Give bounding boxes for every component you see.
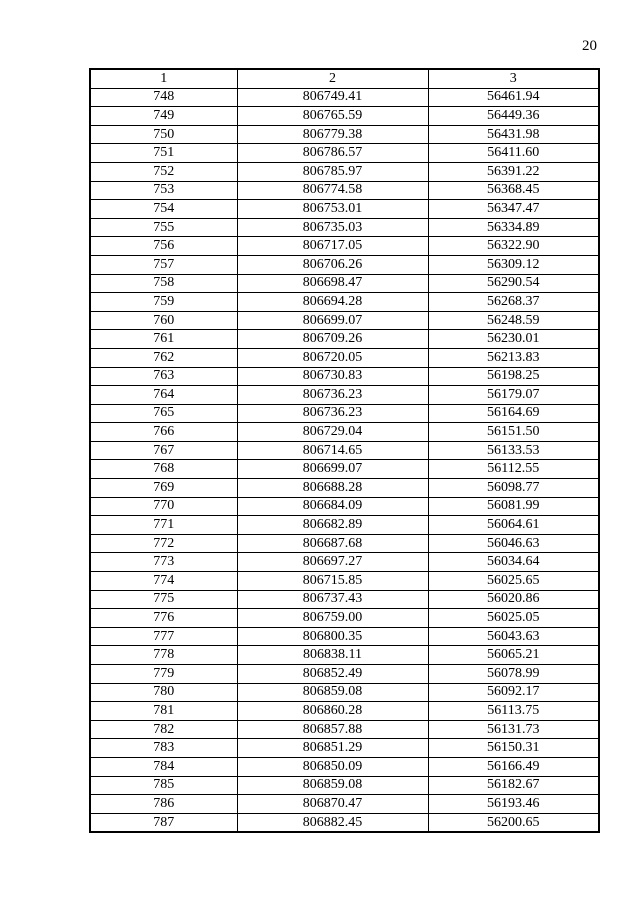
cell-coordinate-x: 806736.23	[237, 404, 428, 423]
cell-point-number: 756	[90, 237, 237, 256]
cell-coordinate-x: 806729.04	[237, 423, 428, 442]
cell-coordinate-y: 56166.49	[428, 757, 599, 776]
page-number: 20	[582, 38, 597, 54]
cell-coordinate-x: 806736.23	[237, 386, 428, 405]
cell-point-number: 757	[90, 255, 237, 274]
table-row	[90, 739, 599, 758]
cell-point-number: 779	[90, 665, 237, 684]
cell-coordinate-y: 56098.77	[428, 479, 599, 498]
cell-point-number: 772	[90, 534, 237, 553]
cell-coordinate-y: 56334.89	[428, 218, 599, 237]
table-row	[90, 516, 599, 535]
cell-coordinate-y: 56065.21	[428, 646, 599, 665]
cell-point-number: 761	[90, 330, 237, 349]
cell-point-number: 783	[90, 739, 237, 758]
table-row	[90, 181, 599, 200]
table-row	[90, 795, 599, 814]
cell-coordinate-x: 806699.07	[237, 460, 428, 479]
cell-coordinate-x: 806785.97	[237, 162, 428, 181]
cell-coordinate-x: 806682.89	[237, 516, 428, 535]
coordinates-table	[89, 68, 600, 833]
cell-coordinate-y: 56193.46	[428, 795, 599, 814]
cell-point-number: 777	[90, 627, 237, 646]
cell-coordinate-x: 806749.41	[237, 88, 428, 107]
cell-point-number: 749	[90, 107, 237, 126]
cell-coordinate-y: 56347.47	[428, 200, 599, 219]
cell-coordinate-y: 56248.59	[428, 311, 599, 330]
table-row	[90, 255, 599, 274]
cell-coordinate-y: 56112.55	[428, 460, 599, 479]
cell-point-number: 755	[90, 218, 237, 237]
cell-point-number: 784	[90, 757, 237, 776]
cell-coordinate-y: 56182.67	[428, 776, 599, 795]
cell-point-number: 754	[90, 200, 237, 219]
table-row	[90, 665, 599, 684]
cell-coordinate-y: 56151.50	[428, 423, 599, 442]
cell-coordinate-x: 806715.85	[237, 572, 428, 591]
cell-point-number: 775	[90, 590, 237, 609]
table-row	[90, 200, 599, 219]
cell-coordinate-y: 56133.53	[428, 441, 599, 460]
cell-coordinate-y: 56230.01	[428, 330, 599, 349]
table-body	[90, 88, 599, 832]
cell-coordinate-y: 56150.31	[428, 739, 599, 758]
cell-point-number: 766	[90, 423, 237, 442]
table-row	[90, 720, 599, 739]
cell-point-number: 769	[90, 479, 237, 498]
cell-coordinate-y: 56025.65	[428, 572, 599, 591]
cell-coordinate-x: 806786.57	[237, 144, 428, 163]
cell-coordinate-x: 806870.47	[237, 795, 428, 814]
cell-point-number: 748	[90, 88, 237, 107]
table-row	[90, 423, 599, 442]
cell-point-number: 768	[90, 460, 237, 479]
table-row	[90, 404, 599, 423]
cell-coordinate-x: 806859.08	[237, 776, 428, 795]
cell-coordinate-x: 806860.28	[237, 702, 428, 721]
header-column-3: 3	[428, 69, 599, 88]
cell-coordinate-x: 806709.26	[237, 330, 428, 349]
cell-coordinate-x: 806720.05	[237, 348, 428, 367]
table-row	[90, 367, 599, 386]
cell-point-number: 750	[90, 125, 237, 144]
cell-coordinate-y: 56078.99	[428, 665, 599, 684]
cell-point-number: 752	[90, 162, 237, 181]
table-row	[90, 311, 599, 330]
cell-coordinate-y: 56164.69	[428, 404, 599, 423]
cell-coordinate-x: 806706.26	[237, 255, 428, 274]
cell-coordinate-y: 56025.05	[428, 609, 599, 628]
cell-point-number: 753	[90, 181, 237, 200]
cell-point-number: 787	[90, 813, 237, 832]
cell-coordinate-y: 56064.61	[428, 516, 599, 535]
cell-coordinate-x: 806857.88	[237, 720, 428, 739]
cell-coordinate-x: 806759.00	[237, 609, 428, 628]
cell-coordinate-y: 56431.98	[428, 125, 599, 144]
cell-coordinate-x: 806687.68	[237, 534, 428, 553]
cell-coordinate-x: 806838.11	[237, 646, 428, 665]
cell-point-number: 762	[90, 348, 237, 367]
cell-coordinate-y: 56322.90	[428, 237, 599, 256]
table-row	[90, 330, 599, 349]
cell-coordinate-y: 56368.45	[428, 181, 599, 200]
cell-coordinate-x: 806698.47	[237, 274, 428, 293]
table-row	[90, 125, 599, 144]
table-row	[90, 776, 599, 795]
cell-point-number: 751	[90, 144, 237, 163]
cell-coordinate-y: 56198.25	[428, 367, 599, 386]
table-row	[90, 107, 599, 126]
table-row	[90, 218, 599, 237]
table-row	[90, 590, 599, 609]
table-row	[90, 627, 599, 646]
table-row	[90, 534, 599, 553]
table-row	[90, 757, 599, 776]
cell-point-number: 780	[90, 683, 237, 702]
cell-coordinate-y: 56113.75	[428, 702, 599, 721]
cell-coordinate-x: 806694.28	[237, 293, 428, 312]
table-row	[90, 348, 599, 367]
cell-coordinate-y: 56046.63	[428, 534, 599, 553]
table-row	[90, 646, 599, 665]
cell-coordinate-x: 806753.01	[237, 200, 428, 219]
table-row	[90, 441, 599, 460]
cell-coordinate-y: 56391.22	[428, 162, 599, 181]
cell-point-number: 774	[90, 572, 237, 591]
cell-point-number: 778	[90, 646, 237, 665]
cell-point-number: 781	[90, 702, 237, 721]
table-row	[90, 572, 599, 591]
table-row	[90, 293, 599, 312]
cell-point-number: 765	[90, 404, 237, 423]
cell-coordinate-y: 56020.86	[428, 590, 599, 609]
cell-coordinate-x: 806779.38	[237, 125, 428, 144]
cell-point-number: 764	[90, 386, 237, 405]
cell-coordinate-y: 56449.36	[428, 107, 599, 126]
cell-coordinate-x: 806850.09	[237, 757, 428, 776]
cell-coordinate-x: 806730.83	[237, 367, 428, 386]
cell-point-number: 773	[90, 553, 237, 572]
cell-coordinate-y: 56043.63	[428, 627, 599, 646]
cell-coordinate-y: 56268.37	[428, 293, 599, 312]
cell-coordinate-x: 806735.03	[237, 218, 428, 237]
cell-point-number: 770	[90, 497, 237, 516]
cell-coordinate-x: 806714.65	[237, 441, 428, 460]
cell-coordinate-x: 806699.07	[237, 311, 428, 330]
cell-coordinate-x: 806684.09	[237, 497, 428, 516]
cell-coordinate-y: 56309.12	[428, 255, 599, 274]
cell-coordinate-x: 806774.58	[237, 181, 428, 200]
cell-point-number: 771	[90, 516, 237, 535]
cell-coordinate-y: 56290.54	[428, 274, 599, 293]
cell-coordinate-x: 806800.35	[237, 627, 428, 646]
cell-point-number: 758	[90, 274, 237, 293]
table-row	[90, 460, 599, 479]
cell-coordinate-y: 56131.73	[428, 720, 599, 739]
cell-coordinate-y: 56034.64	[428, 553, 599, 572]
table-row	[90, 683, 599, 702]
table-row	[90, 88, 599, 107]
cell-point-number: 776	[90, 609, 237, 628]
table-row	[90, 609, 599, 628]
cell-coordinate-x: 806851.29	[237, 739, 428, 758]
cell-coordinate-x: 806882.45	[237, 813, 428, 832]
header-column-1: 1	[90, 69, 237, 88]
table-row	[90, 274, 599, 293]
table-row	[90, 813, 599, 832]
table-row	[90, 237, 599, 256]
cell-coordinate-x: 806688.28	[237, 479, 428, 498]
cell-point-number: 763	[90, 367, 237, 386]
cell-coordinate-y: 56411.60	[428, 144, 599, 163]
table-row	[90, 702, 599, 721]
table-row	[90, 497, 599, 516]
table-header-row	[90, 69, 599, 88]
cell-coordinate-y: 56200.65	[428, 813, 599, 832]
cell-coordinate-y: 56461.94	[428, 88, 599, 107]
cell-coordinate-y: 56213.83	[428, 348, 599, 367]
header-column-2: 2	[237, 69, 428, 88]
cell-coordinate-x: 806765.59	[237, 107, 428, 126]
table-row	[90, 479, 599, 498]
cell-coordinate-y: 56081.99	[428, 497, 599, 516]
cell-point-number: 786	[90, 795, 237, 814]
cell-point-number: 782	[90, 720, 237, 739]
cell-coordinate-y: 56092.17	[428, 683, 599, 702]
cell-point-number: 760	[90, 311, 237, 330]
cell-point-number: 785	[90, 776, 237, 795]
cell-coordinate-y: 56179.07	[428, 386, 599, 405]
cell-point-number: 759	[90, 293, 237, 312]
table-row	[90, 553, 599, 572]
cell-coordinate-x: 806737.43	[237, 590, 428, 609]
cell-point-number: 767	[90, 441, 237, 460]
table-row	[90, 386, 599, 405]
table-row	[90, 162, 599, 181]
cell-coordinate-x: 806717.05	[237, 237, 428, 256]
cell-coordinate-x: 806697.27	[237, 553, 428, 572]
cell-coordinate-x: 806859.08	[237, 683, 428, 702]
cell-coordinate-x: 806852.49	[237, 665, 428, 684]
table-row	[90, 144, 599, 163]
